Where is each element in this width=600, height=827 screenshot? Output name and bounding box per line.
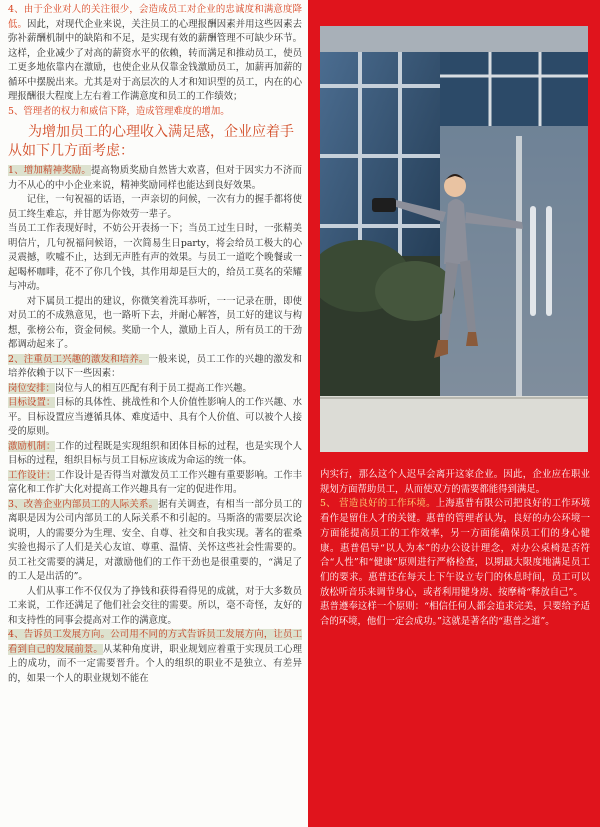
section-5-paragraph-2: 惠普遵奉这样一个原则：“相信任何人都会追求完美，只要给予适合的环境，他们一定会成功。”这就是著名的“惠普之道”。 xyxy=(320,601,590,628)
paragraph-4 xyxy=(8,3,302,105)
factor-incentive xyxy=(8,440,302,469)
factor-goal-setting xyxy=(8,396,302,440)
section-3 xyxy=(8,498,302,585)
section-1-paragraph-4: 对下属员工提出的建议，你微笑着洗耳恭听，一一记录在册，即使对员工的不成熟意见，也一路听下去，并耐心解答，员工好的建议与构想，张榜公布，资金伺候。奖励一个人，激励上百人，所有员工的干劲都调动起来了。 xyxy=(8,295,302,350)
section-1-body: 提高物质奖励自然皆大欢喜，但对于因实力不济而力不从心的中小企业来说，精神奖励同样也能达到良好效果。 xyxy=(8,165,302,191)
factor-4-label: 工作设计： xyxy=(8,469,56,481)
continuation-text: 内实行，那么这个人迟早会离开这家企业。因此，企业应在职业规划方面帮助员工，从而使双方的需要都能得到满足。 xyxy=(320,469,590,495)
section-3-paragraph-2: 人们从事工作不仅仅为了挣钱和获得看得见的成就，对于大多数员工来说，工作还满足了他们社会交往的需要。所以，毫不奇怪，友好的和支持性的同事会提高对工作的满意度。 xyxy=(8,585,302,626)
section-1 xyxy=(8,164,302,193)
factor-4-text: 工作设计是否得当对激发员工工作兴趣有重要影响。工作丰富化和工作扩大化对提高工作兴趣具有一定的促进作用。 xyxy=(8,469,302,495)
factor-1-text: 岗位与人的相互匹配有利于员工提高工作兴趣。 xyxy=(54,382,252,394)
section-2-title: 2、注重员工兴趣的激发和培养。 xyxy=(8,353,149,365)
section-1-title: 1、增加精神奖励。 xyxy=(8,165,91,176)
right-column xyxy=(308,0,600,827)
factor-2-label: 目标设置： xyxy=(8,397,56,408)
factor-job-design xyxy=(8,469,302,498)
office-photo xyxy=(320,26,588,452)
section-5-body: 上海惠普有限公司把良好的工作环境看作是留住人才的关键。惠普的管理者认为，良好的办公环境一方面能提高员工的工作效率，另一方面能确保员工们的身心健康。惠普倡导“以人为本”的办公设计理念，对办公桌椅是否符合“人性”和“健康”原则进行严格检查，以期最大限度地满足员工们的要求。惠普还在每天上下午设立专门的休息时间，员工可以放松听音乐来调节身心，或者利用健身房、按摩椅“释放自己”。 xyxy=(320,498,590,598)
section-4 xyxy=(8,628,302,686)
jumping-woman-illustration xyxy=(320,26,588,452)
factor-2-text: 目标的具体性、挑战性和个人价值性影响人的工作兴趣、水平。目标设置应当遵循具体、难度适中、具有个人价值、可以被个人接受的原则。 xyxy=(8,397,302,437)
heading-line-1: 为增加员工的心理收入满足感，企业应着手 xyxy=(28,124,294,140)
section-4-body: 从某种角度讲，职业规划应着重于实现员工心理上的成功，而不一定需要晋升。个人的组织的职业不是独立、有差异的，如果一个人的职业规划不能在 xyxy=(8,643,302,684)
section-heading xyxy=(8,123,302,161)
section-5-title: 5、 营造良好的工作环境。 xyxy=(320,498,436,510)
point-4-body: 因此，对现代企业来说，关注员工的心理报酬因素并用这些因素去弥补薪酬机制中的缺陷和不足，是实现有效的薪酬管理不可缺少环节。这样，企业减少了对高的薪资水平的依赖，转而满足和推动员工，使员工更多地依靠内在激励，也使企业从仅靠金钱激励员工，加薪再加薪的循环中摆脱出来。尤其是对于高层次的人才和知识型的员工，内在的心理报酬很大程度上左右着工作满意度和员工的工作绩效； xyxy=(8,18,302,102)
section-3-body: 据有关调查，有相当一部分员工的离职是因为公司内部员工的人际关系不和引起的。马斯洛的需要层次论说明，人的需要分为生理、安全、自尊、社交和自我实现。著名的霍桑实验也揭示了人们是关心友谊、尊重、温情、关怀这些社会性需要的。员工社交需要的满足，对激励他们的工作干劲也是很重要的，“满足了的工人是出活的”。 xyxy=(8,498,302,582)
section-4-title: 4、告诉员工发展方向。公司用不同的方式告诉员工发展方向，让员工看到自己的发展前景。 xyxy=(8,629,302,655)
right-text-block xyxy=(320,468,590,630)
factor-3-label: 激励机制： xyxy=(8,440,56,452)
factor-3-text: 工作的过程既是实现组织和团体目标的过程，也是实现个人目标的过程，组织目标与员工目标应该成为命运的统一体。 xyxy=(8,440,302,466)
heading-line-2: 从如下几方面考虑： xyxy=(8,143,134,159)
section-1-paragraph-2: 记住，一句祝福的话语，一声亲切的问候，一次有力的握手都将使员工终生难忘，并甘愿为你效劳一辈子。 xyxy=(8,194,302,220)
factor-job-placement xyxy=(8,382,302,397)
factor-1-label: 岗位安排： xyxy=(8,382,55,394)
section-3-title: 3、改善企业内部员工的人际关系。 xyxy=(8,498,159,510)
point-5: 5、管理者的权力和威信下降，造成管理难度的增加。 xyxy=(8,105,230,117)
section-1-paragraph-3: 当员工工作表现好时，不妨公开表扬一下；当员工过生日时，一张精美明信片，几句祝福问候语，一次简易生日party，将会给员工极大的心灵震撼，吹嘘不止，达到无声胜有声的效果。与员工一道吃个晚餐或一起喝杯咖啡，花不了你几个钱，其作用却是巨大的，给员工莫名的荣耀与冲动。 xyxy=(8,223,302,292)
section-5 xyxy=(320,497,590,600)
section-2 xyxy=(8,353,302,382)
section-2-body: 一般来说，员工工作的兴趣的激发和培养依赖于以下一些因素： xyxy=(8,353,302,379)
point-4-title: 4、由于企业对人的关注很少，会造成员工对企业的忠诚度和满意度降低。 xyxy=(8,4,302,30)
